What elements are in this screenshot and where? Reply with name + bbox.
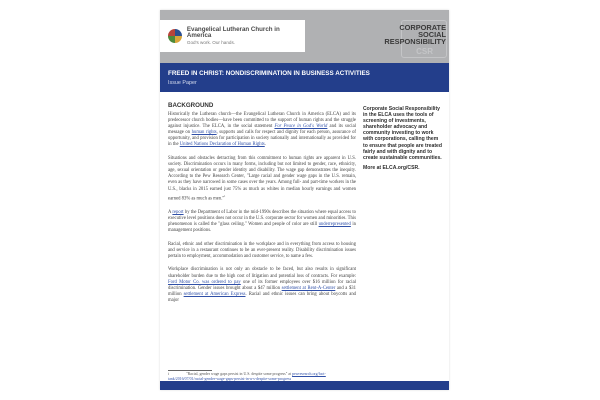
title-banner	[160, 63, 449, 92]
link-report[interactable]: report	[172, 209, 184, 215]
paragraph-5: Workplace discrimination is not only an obstacle to be faced, but also results in significant shareholder burden due to the high cost of litigation and potential loss of contracts. For example: Ford Motor Co. was ordered to pay one of its former employees over $16 million for racial discrimination. Gender issues brought about a $47 million settlement at Rent-A-Center and a $31 million settlement at American Express. Racial and ethnic issues can bring about boycotts and major	[168, 267, 357, 303]
elca-cross-logo-icon	[168, 29, 182, 43]
link-un-declaration[interactable]: United Nations Declaration of Human Rights	[179, 142, 265, 148]
paragraph-3: A report by the Department of Labor in the mid-1990s describes the situation where equal access to executive level positions does not occur in the U.S. corporate sector for women and minorities. This phenomenon is called the "glass ceiling." Women and people of color are still underrepresented in management positions.	[168, 209, 356, 234]
link-rent-a-center[interactable]: settlement at Rent-A-Center	[281, 285, 336, 291]
footnote-link[interactable]: pewresearch.org/fact-tank/2016/07/01/racial-gender-wage-gaps-persist-in-u-s-despite-some-progress	[168, 372, 326, 381]
footnote-divider	[168, 370, 212, 371]
paragraph-2: Situations and obstacles detracting from this commitment to human rights are apparent in U.S. society. Discrimination occurs in many forms, including but not limited to gender, race, ethnicity, age, sexual orientation or gender identity and disability. The wage gap demonstrates the inequity. According to the Pew Research Center, "Large racial and gender wage gaps in the U.S. remain, even as they have narrowed in some cases over the years. Among full- and part-time workers in the U.S., blacks in 2015 earned just 75% as much as whites in median hourly earnings and women earned 83% as much as men."$^i$	[168, 156, 356, 202]
paragraph-1: Historically the Lutheran church—the Evangelical Lutheran Church in America (ELCA) and its predecessor church bodies—have been committed to the support of human rights and the struggle against injustice. The ELCA, in the social statement For Peace in God's World and its social message on human rights, supports and calls for respect and dignity for each person, assurance of opportunity, and provision for participation in society nationally and internationally as provided for in the United Nations Declaration of Human Rights.	[168, 112, 356, 148]
csr-badge	[371, 18, 447, 58]
org-tagline: God's work. Our hands.	[186, 39, 236, 45]
org-name: Evangelical Lutheran Church in America	[186, 25, 280, 39]
link-human-rights[interactable]: human rights	[191, 130, 217, 136]
page-header	[160, 10, 449, 63]
sidebar-text: Corporate Social Responsibility in the ELCA uses the tools of screening of investments, shareholder advocacy and community investing to work with corporations, calling them to ensure that people are treated fairly and with dignity and to create sustainable communities.	[363, 106, 442, 161]
main-column	[168, 102, 356, 312]
link-ford-motor[interactable]: Ford Motor Co. was ordered to pay	[168, 279, 241, 285]
footer-bar	[160, 381, 449, 390]
footnote: i "Racial, gender wage gaps persist in U.S. despite some progress" at pewresearch.org/fact-tank/2016/07/01/racial-gender-wage-gaps-persist-in-u-s-despite-some-progress	[168, 372, 326, 381]
link-american-express[interactable]: settlement at American Express	[183, 291, 246, 297]
document-page	[160, 10, 449, 390]
section-heading: BACKGROUND	[168, 102, 214, 109]
link-for-peace[interactable]: For Peace in God's World	[274, 124, 328, 130]
elca-logo-box	[160, 20, 305, 52]
sidebar-more-link[interactable]: More at ELCA.org/CSR.	[363, 164, 420, 171]
document-title: FREED IN CHRIST: NONDISCRIMINATION IN BUSINESS ACTIVITIES	[168, 70, 370, 77]
csr-watermark: CSR	[416, 47, 433, 56]
paragraph-4: Racial, ethnic and other discrimination in the workplace and in everything from access to housing and service in a restaurant continues to be an ever-present reality. Disability discrimination issues pertain to employment, accommodation and customer service, to name a few.	[168, 241, 356, 259]
link-underrepresented[interactable]: underrepresented	[318, 221, 351, 227]
csr-title: CORPORATE SOCIAL RESPONSIBILITY	[384, 23, 446, 47]
sidebar-callout	[363, 106, 443, 171]
document-subtitle: Issue Paper	[168, 80, 197, 86]
footnote-ref: i	[224, 193, 226, 198]
